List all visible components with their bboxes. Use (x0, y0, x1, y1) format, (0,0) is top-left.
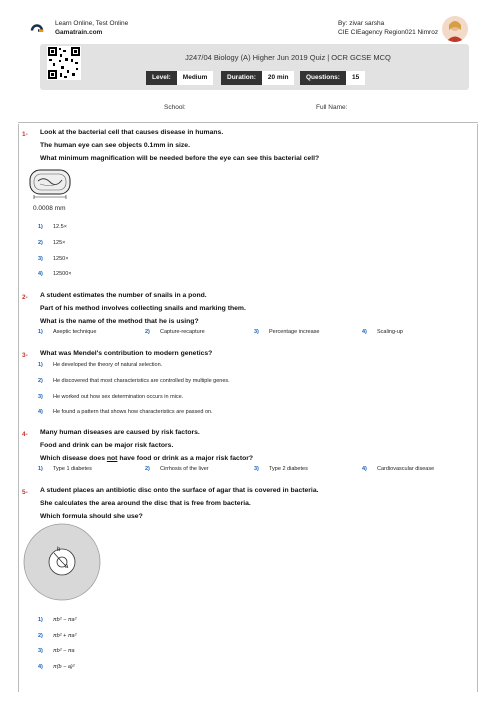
option-number: 1) (38, 617, 43, 623)
agar-disc-diagram (22, 522, 102, 602)
option-number: 4) (362, 466, 367, 472)
answer-option[interactable]: πb² + πa² (53, 633, 77, 639)
question-text: Food and drink can be major risk factors. (40, 442, 174, 449)
question-text: Which formula should she use? (40, 513, 143, 520)
scale-label: 0.0008 mm (33, 205, 66, 212)
answer-option[interactable]: Capture-recapture (160, 329, 205, 335)
author-region: CIE CIEagency Region021 Nimroz (338, 29, 439, 36)
question-text: Look at the bacterial cell that causes disease in humans. (40, 129, 224, 136)
question-text-part: Which disease does (40, 455, 107, 462)
question-text: What is the name of the method that he is using? (40, 318, 199, 325)
answer-option[interactable]: He found a pattern that shows how characteristics are passed on. (53, 409, 213, 415)
answer-option[interactable]: Type 1 diabetes (53, 466, 92, 472)
answer-option[interactable]: He worked out how sex determination occurs in mice. (53, 394, 184, 400)
avatar (442, 16, 468, 42)
avatar-portrait-icon (442, 16, 468, 42)
quiz-title: J247/04 Biology (A) Higher Jun 2019 Quiz | OCR GCSE MCQ (185, 53, 391, 62)
question-text: A student estimates the number of snails in a pond. (40, 292, 207, 299)
question-text-emphasis: not (106, 455, 118, 462)
radius-b-label: b (57, 547, 61, 553)
option-number: 3) (254, 466, 259, 472)
option-number: 4) (38, 409, 43, 415)
question-text: What was Mendel's contribution to modern genetics? (40, 350, 213, 357)
option-number: 4) (38, 664, 43, 670)
question-text: Many human diseases are caused by risk factors. (40, 429, 200, 436)
school-field: School: (164, 104, 186, 111)
answer-option[interactable]: 125× (53, 240, 66, 246)
question-text: Part of his method involves collecting snails and marking them. (40, 305, 246, 312)
brand-tagline: Learn Online, Test Online (55, 20, 129, 27)
question-number: 5- (22, 489, 28, 496)
answer-option[interactable]: πb² − πa² (53, 617, 77, 623)
answer-option[interactable]: He discovered that most characteristics are controlled by multiple genes. (53, 378, 230, 384)
answer-option[interactable]: 12.5× (53, 224, 67, 230)
option-number: 3) (38, 648, 43, 654)
option-number: 1) (38, 329, 43, 335)
answer-option[interactable]: Percentage increase (269, 329, 320, 335)
question-number: 2- (22, 294, 28, 301)
answer-option[interactable]: Scaling-up (377, 329, 403, 335)
divider (18, 122, 478, 123)
duration-badge (221, 71, 294, 85)
answer-option[interactable]: 1250× (53, 256, 69, 262)
answer-option[interactable]: Type 2 diabetes (269, 466, 308, 472)
right-border (477, 124, 478, 692)
answer-option[interactable]: 12500× (53, 271, 72, 277)
gamatrain-logo-icon (30, 24, 45, 37)
answer-option[interactable]: Cirrhosis of the liver (160, 466, 209, 472)
option-number: 4) (38, 271, 43, 277)
option-number: 2) (145, 466, 150, 472)
author-name: By: zivar sarsha (338, 20, 385, 27)
option-number: 2) (145, 329, 150, 335)
question-text: A student places an antibiotic disc onto the surface of agar that is covered in bacteria. (40, 487, 319, 494)
answer-option[interactable]: Aseptic technique (53, 329, 97, 335)
option-number: 2) (38, 378, 43, 384)
question-number: 1- (22, 131, 28, 138)
option-number: 1) (38, 362, 43, 368)
option-number: 1) (38, 224, 43, 230)
answer-option[interactable]: Cardiovascular disease (377, 466, 435, 472)
answer-option[interactable]: π(b − a)² (53, 664, 75, 670)
duration-label: Duration: (221, 71, 262, 85)
level-label: Level: (146, 71, 177, 85)
option-number: 1) (38, 466, 43, 472)
brand-site[interactable]: Gamatrain.com (55, 29, 103, 36)
answer-option[interactable]: He developed the theory of natural selection. (53, 362, 163, 368)
page-header (0, 0, 496, 44)
question-text: The human eye can see objects 0.1mm in size. (40, 142, 190, 149)
option-number: 3) (38, 394, 43, 400)
qr-code-icon (47, 46, 81, 80)
option-number: 2) (38, 240, 43, 246)
question-number: 4- (22, 431, 28, 438)
question-number: 3- (22, 352, 28, 359)
option-number: 4) (362, 329, 367, 335)
question-text: What minimum magnification will be needed before the eye can see this bacterial cell? (40, 155, 320, 162)
option-number: 3) (38, 256, 43, 262)
duration-value: 20 min (262, 71, 295, 85)
questions-value: 15 (346, 71, 365, 85)
level-value: Medium (177, 71, 214, 85)
full-name-field: Full Name: (316, 104, 348, 111)
answer-option[interactable]: πb² − πa (53, 648, 75, 654)
option-number: 3) (254, 329, 259, 335)
radius-a-label: a (65, 564, 69, 570)
questions-badge (300, 71, 365, 85)
question-text-part: have food or drink as a major risk factor? (117, 455, 254, 462)
question-text (40, 455, 253, 462)
level-badge (146, 71, 213, 85)
question-text: She calculates the area around the disc that is free from bacteria. (40, 500, 251, 507)
left-border (18, 124, 19, 692)
questions-label: Questions: (300, 71, 346, 85)
option-number: 2) (38, 633, 43, 639)
